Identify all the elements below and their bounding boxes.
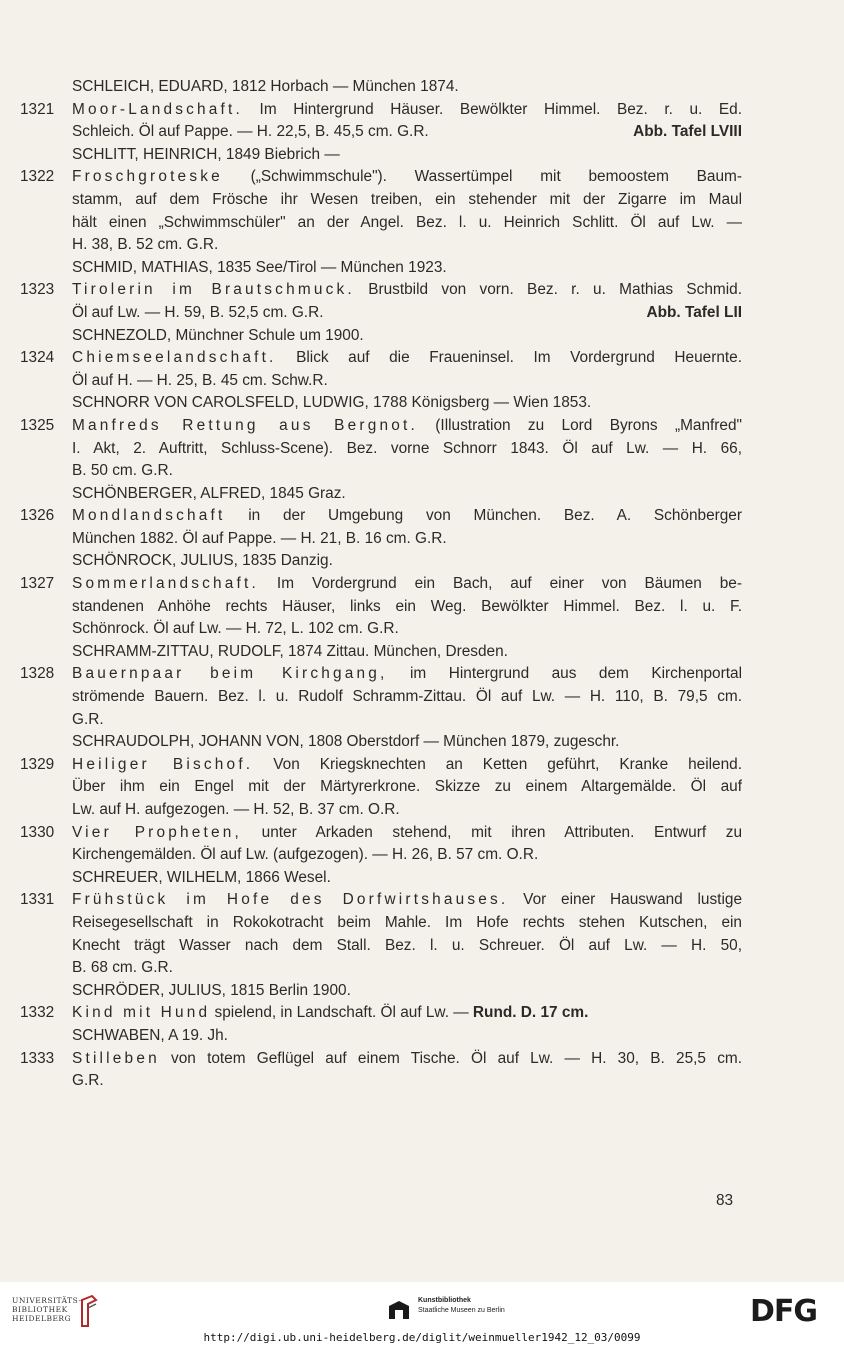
- entry-line: [20, 822, 742, 845]
- heidelberg-mark-icon: [78, 1294, 100, 1328]
- plate-reference: Abb. Tafel LII: [646, 303, 742, 321]
- artist-text: [72, 325, 742, 348]
- catalog-text: [20, 76, 742, 1093]
- entry-text: [72, 935, 742, 958]
- entry-body: Kirchengemälden. Öl auf Lw. (aufgezogen). — H. 26, B. 57 cm. O.R.: [72, 846, 539, 864]
- entry-body: Von Kriegsknechten an Ketten geführt, Kranke heilend.: [253, 755, 742, 773]
- entry-line: [20, 935, 742, 958]
- entry-text: [72, 212, 742, 235]
- artwork-title: Moor-Landschaft.: [72, 100, 243, 118]
- entry-line: [20, 709, 742, 732]
- lot-number: 1331: [20, 891, 55, 909]
- entry-body: Schönrock. Öl auf Lw. — H. 72, L. 102 cm. G.R.: [72, 620, 399, 638]
- entry-line: [20, 799, 742, 822]
- artwork-title: Kind mit Hund: [72, 1004, 211, 1022]
- entry-text: [72, 347, 742, 370]
- artist-text: [72, 257, 742, 280]
- entry-body: unter Arkaden stehend, mit ihren Attributen. Entwurf zu: [242, 823, 742, 841]
- entry-body: standenen Anhöhe rechts Häuser, links ein Weg. Bewölkter Himmel. Bez. l. u. F.: [72, 597, 742, 615]
- entry-line: [20, 776, 742, 799]
- entry-text: [72, 505, 742, 528]
- entry-text: [72, 528, 742, 551]
- artist-heading: [20, 257, 742, 280]
- entry-text: [72, 776, 742, 799]
- artwork-title: Froschgroteske: [72, 168, 223, 186]
- entry-line: [20, 505, 742, 528]
- artwork-title: Tirolerin im Brautschmuck.: [72, 281, 355, 299]
- uni-logo-line-1: UNIVERSITÄTS-: [12, 1296, 82, 1305]
- artist-text: [72, 483, 742, 506]
- entry-line: [20, 686, 742, 709]
- artist-heading: [20, 641, 742, 664]
- entry-text: [72, 234, 742, 257]
- entry-body: spielend, in Landschaft. Öl auf Lw. —: [210, 1004, 473, 1022]
- entry-body: B. 50 cm. G.R.: [72, 462, 173, 480]
- entry-line: [20, 166, 742, 189]
- entry-bold-tail: Rund. D. 17 cm.: [472, 1004, 589, 1022]
- entry-body: Vor einer Hauswand lustige: [508, 891, 742, 909]
- lot-number: 1322: [20, 168, 55, 186]
- uni-logo-line-3: HEIDELBERG: [12, 1314, 72, 1323]
- entry-line: [20, 889, 742, 912]
- entry-text: [72, 279, 742, 302]
- entry-body: stamm, auf dem Frösche ihr Wesen treiben, ein stehender mit der Zigarre im Maul: [72, 190, 742, 208]
- entry-text: [72, 799, 742, 822]
- artist-heading: [20, 1025, 742, 1048]
- entry-line: [20, 528, 742, 551]
- entry-body: in der Umgebung von München. Bez. A. Schönberger: [225, 507, 742, 525]
- artist-heading: [20, 144, 742, 167]
- source-url[interactable]: http://digi.ub.uni-heidelberg.de/diglit/weinmueller1942_12_03/0099: [203, 1331, 641, 1344]
- artwork-title: Vier Propheten,: [72, 823, 243, 841]
- entry-body: SCHRÖDER, JULIUS, 1815 Berlin 1900.: [72, 981, 351, 999]
- artwork-title: Stilleben: [72, 1049, 160, 1067]
- artist-text: [72, 641, 742, 664]
- entry-body: Knecht trägt Wasser nach dem Stall. Bez. l. u. Schreuer. Öl auf Lw. — H. 50,: [72, 936, 742, 954]
- entry-body: Öl auf Lw. — H. 59, B. 52,5 cm. G.R.: [72, 303, 324, 321]
- entry-text: [72, 596, 742, 619]
- entry-line: [20, 957, 742, 980]
- entry-body: Im Vordergrund ein Bach, auf einer von Bäumen be-: [259, 575, 742, 593]
- entry-text: [72, 822, 742, 845]
- artwork-title: Bauernpaar beim Kirchgang,: [72, 665, 388, 683]
- entry-body: SCHNEZOLD, Münchner Schule um 1900.: [72, 326, 364, 344]
- artwork-title: Manfreds Rettung aus Bergnot.: [72, 416, 418, 434]
- kunstbibliothek-icon: [386, 1298, 412, 1322]
- artist-text: [72, 1025, 742, 1048]
- entry-body: SCHREUER, WILHELM, 1866 Wesel.: [72, 868, 331, 886]
- lot-number: 1321: [20, 100, 55, 118]
- entry-body: (Illustration zu Lord Byrons „Manfred": [417, 416, 742, 434]
- entry-body: Öl auf H. — H. 25, B. 45 cm. Schw.R.: [72, 371, 328, 389]
- entry-body: G.R.: [72, 1072, 104, 1090]
- entry-line: [20, 460, 742, 483]
- entry-line: [20, 212, 742, 235]
- entry-text: [72, 844, 742, 867]
- entry-body: SCHNORR VON CAROLSFELD, LUDWIG, 1788 Königsberg — Wien 1853.: [72, 394, 592, 412]
- entry-body: („Schwimmschule"). Wassertümpel mit bemoostem Baum-: [222, 168, 742, 186]
- artist-heading: [20, 325, 742, 348]
- entry-body: strömende Bauern. Bez. l. u. Rudolf Schramm-Zittau. Öl auf Lw. — H. 110, B. 79,5 cm.: [72, 688, 742, 706]
- page-number: 83: [716, 1192, 734, 1209]
- artist-heading: [20, 483, 742, 506]
- entry-text: [72, 302, 742, 325]
- entry-line: [20, 1002, 742, 1025]
- artist-heading: [20, 76, 742, 99]
- plate-reference: Abb. Tafel LVIII: [633, 123, 742, 141]
- entry-line: [20, 415, 742, 438]
- artist-text: [72, 731, 742, 754]
- entry-text: [72, 1070, 742, 1093]
- entry-text: [72, 438, 742, 461]
- artist-text: [72, 144, 742, 167]
- entry-text: [72, 1002, 742, 1025]
- entry-body: Schleich. Öl auf Pappe. — H. 22,5, B. 45,5 cm. G.R.: [72, 123, 429, 141]
- entry-body: G.R.: [72, 710, 104, 728]
- kb-line-2: Staatliche Museen zu Berlin: [418, 1307, 505, 1314]
- artist-text: [72, 392, 742, 415]
- artwork-title: Chiemseelandschaft.: [72, 349, 277, 367]
- entry-line: [20, 754, 742, 777]
- entry-body: Im Hintergrund Häuser. Bewölkter Himmel. Bez. r. u. Ed.: [242, 100, 742, 118]
- entry-body: SCHRAMM-ZITTAU, RUDOLF, 1874 Zittau. München, Dresden.: [72, 642, 508, 660]
- entry-line: [20, 596, 742, 619]
- entry-body: Blick auf die Fraueninsel. Im Vordergrund Heuernte.: [276, 349, 742, 367]
- entry-text: [72, 415, 742, 438]
- entry-body: SCHMID, MATHIAS, 1835 See/Tirol — München 1923.: [72, 258, 447, 276]
- entry-text: [72, 912, 742, 935]
- entry-text: [72, 889, 742, 912]
- entry-line: [20, 573, 742, 596]
- entry-text: [72, 573, 742, 596]
- entry-text: [72, 618, 742, 641]
- artist-heading: [20, 392, 742, 415]
- entry-body: Brustbild von vorn. Bez. r. u. Mathias Schmid.: [354, 281, 742, 299]
- artist-text: [72, 980, 742, 1003]
- entry-line: [20, 438, 742, 461]
- entry-text: [72, 99, 742, 122]
- kunstbibliothek-logo[interactable]: [418, 1296, 505, 1316]
- artist-heading: [20, 550, 742, 573]
- artist-text: [72, 867, 742, 890]
- entry-text: [72, 754, 742, 777]
- entry-text: [72, 121, 742, 144]
- entry-line: [20, 663, 742, 686]
- entry-line: [20, 302, 742, 325]
- artist-text: [72, 550, 742, 573]
- entry-line: [20, 618, 742, 641]
- entry-line: [20, 279, 742, 302]
- entry-line: [20, 370, 742, 393]
- entry-text: [72, 460, 742, 483]
- uni-logo-line-2: BIBLIOTHEK: [12, 1305, 68, 1314]
- entry-text: [72, 686, 742, 709]
- artwork-title: Frühstück im Hofe des Dorfwirtshauses.: [72, 891, 509, 909]
- lot-number: 1328: [20, 665, 55, 683]
- entry-body: SCHÖNBERGER, ALFRED, 1845 Graz.: [72, 484, 346, 502]
- lot-number: 1326: [20, 507, 55, 525]
- entry-line: [20, 189, 742, 212]
- entry-body: von totem Geflügel auf einem Tische. Öl auf Lw. — H. 30, B. 25,5 cm.: [159, 1049, 742, 1067]
- artwork-title: Mondlandschaft: [72, 507, 226, 525]
- entry-body: Lw. auf H. aufgezogen. — H. 52, B. 37 cm. O.R.: [72, 801, 400, 818]
- entry-text: [72, 1048, 742, 1071]
- lot-number: 1324: [20, 349, 55, 367]
- entry-body: im Hintergrund aus dem Kirchenportal: [387, 665, 742, 683]
- entry-line: [20, 912, 742, 935]
- entry-line: [20, 121, 742, 144]
- lot-number: 1333: [20, 1049, 55, 1067]
- entry-line: [20, 99, 742, 122]
- heidelberg-library-logo[interactable]: [12, 1296, 82, 1323]
- lot-number: 1330: [20, 823, 55, 841]
- entry-text: [72, 166, 742, 189]
- entry-body: Über ihm ein Engel mit der Märtyrerkrone. Skizze zu einem Altargemälde. Öl auf: [72, 778, 742, 796]
- entry-text: [72, 957, 742, 980]
- entry-body: SCHLEICH, EDUARD, 1812 Horbach — München 1874.: [72, 78, 459, 95]
- entry-text: [72, 663, 742, 686]
- entry-body: B. 68 cm. G.R.: [72, 959, 173, 977]
- entry-line: [20, 234, 742, 257]
- artist-text: [72, 76, 742, 99]
- entry-body: H. 38, B. 52 cm. G.R.: [72, 236, 219, 254]
- entry-line: [20, 1048, 742, 1071]
- entry-text: [72, 370, 742, 393]
- entry-line: [20, 347, 742, 370]
- lot-number: 1332: [20, 1004, 55, 1022]
- entry-line: [20, 1070, 742, 1093]
- lot-number: 1325: [20, 416, 55, 434]
- entry-text: [72, 189, 742, 212]
- artwork-title: Sommerlandschaft.: [72, 575, 259, 593]
- artist-heading: [20, 867, 742, 890]
- entry-body: SCHÖNROCK, JULIUS, 1835 Danzig.: [72, 552, 333, 570]
- lot-number: 1327: [20, 575, 55, 593]
- dfg-logo[interactable]: DFG: [750, 1294, 818, 1329]
- entry-body: SCHLITT, HEINRICH, 1849 Biebrich —: [72, 145, 340, 163]
- entry-body: München 1882. Öl auf Pappe. — H. 21, B. 16 cm. G.R.: [72, 529, 447, 547]
- lot-number: 1323: [20, 281, 55, 299]
- entry-body: Reisegesellschaft in Rokokotracht beim Mahle. Im Hofe rechts stehen Kutschen, ein: [72, 913, 742, 931]
- artist-heading: [20, 731, 742, 754]
- footer-bar: [0, 1282, 844, 1345]
- kb-line-1: Kunstbibliothek: [418, 1297, 471, 1304]
- entry-line: [20, 844, 742, 867]
- artist-heading: [20, 980, 742, 1003]
- entry-text: [72, 709, 742, 732]
- entry-body: SCHRAUDOLPH, JOHANN VON, 1808 Oberstdorf — München 1879, zugeschr.: [72, 733, 620, 751]
- entry-body: hält einen „Schwimmschüler" an der Angel. Bez. l. u. Heinrich Schlitt. Öl auf Lw. —: [72, 213, 742, 231]
- entry-body: I. Akt, 2. Auftritt, Schluss-Scene). Bez. vorne Schnorr 1843. Öl auf Lw. — H. 66,: [72, 439, 742, 457]
- artwork-title: Heiliger Bischof.: [72, 755, 254, 773]
- entry-body: SCHWABEN, A 19. Jh.: [72, 1026, 228, 1044]
- lot-number: 1329: [20, 755, 55, 773]
